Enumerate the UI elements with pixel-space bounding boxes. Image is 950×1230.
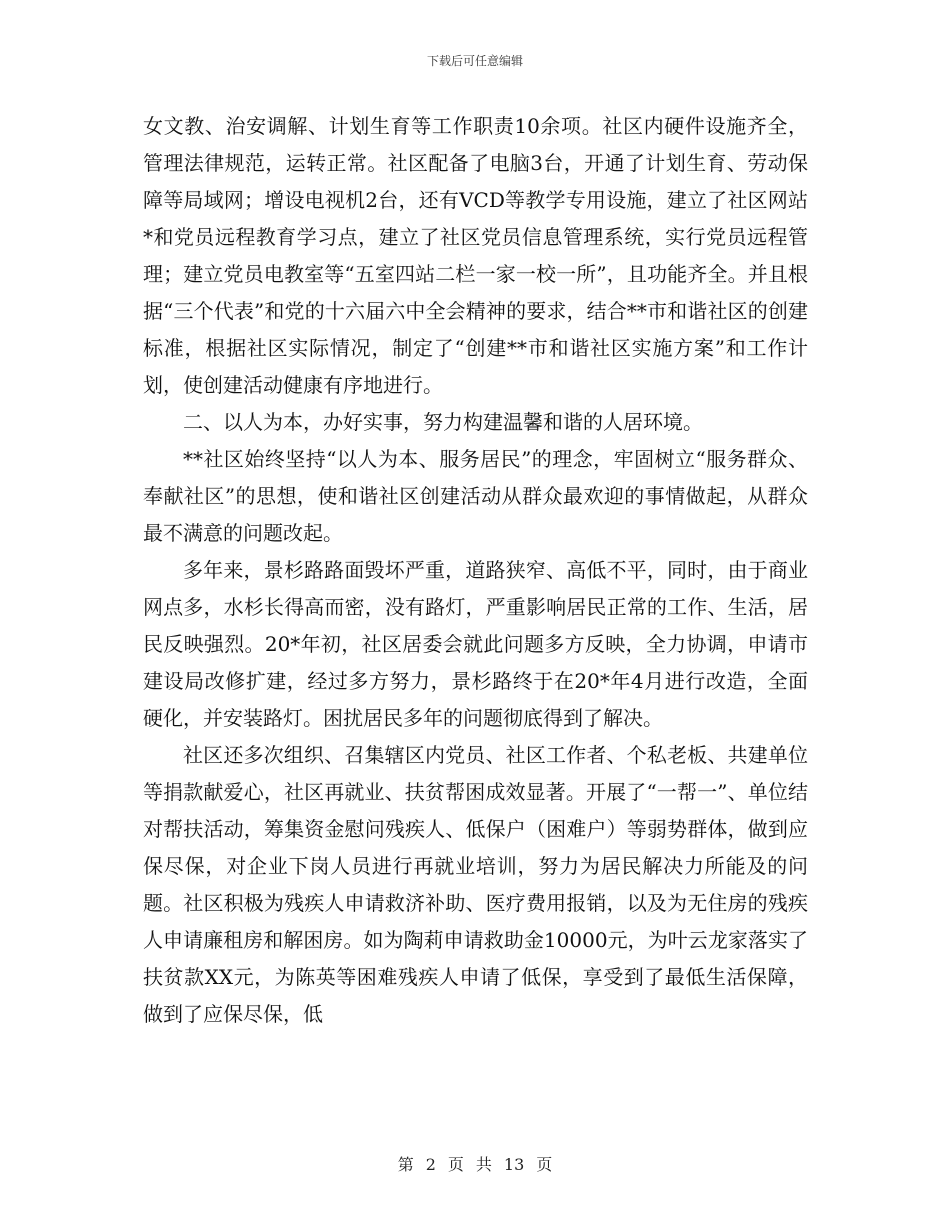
page-footer xyxy=(0,1152,950,1175)
document-body xyxy=(143,108,808,1033)
current-page-number: 2 xyxy=(425,1155,436,1174)
page-label: 第 xyxy=(397,1155,414,1174)
page-header: 下载后可任意编辑 xyxy=(426,54,523,68)
page-unit-label: 页 xyxy=(447,1155,464,1174)
page-unit-label-2: 页 xyxy=(536,1155,553,1174)
paragraph: 多年来，景杉路路面毁坏严重，道路狭窄、高低不平，同时，由于商业网点多，水杉长得高而密，没有路灯，严重影响居民正常的工作、生活，居民反映强烈。20*年初，社区居委会就此问题多方反映，全力协调，申请市建设局改修扩建，经过多方努力，景杉路终于在20*年4月进行改造，全面硬化，并安装路灯。困扰居民多年的问题彻底得到了解决。 xyxy=(143,558,808,730)
section-heading: 二、以人为本，办好实事，努力构建温馨和谐的人居环境。 xyxy=(183,410,703,434)
paragraph: 社区还多次组织、召集辖区内党员、社区工作者、个私老板、共建单位等捐款献爱心，社区再就业、扶贫帮困成效显著。开展了“一帮一”、单位结对帮扶活动，筹集资金慰问残疾人、低保户（困难户）等弱势群体，做到应保尽保，对企业下岗人员进行再就业培训，努力为居民解决力所能及的问题。社区积极为残疾人申请救济补助、医疗费用报销，以及为无住房的残疾人申请廉租房和解困房。如为陶莉申请救助金10000元，为叶云龙家落实了扶贫款XX元，为陈英等困难残疾人申请了低保，享受到了最低生活保障，做到了应保尽保，低 xyxy=(143,743,808,1026)
total-pages-number: 13 xyxy=(503,1155,525,1174)
total-label: 共 xyxy=(475,1155,492,1174)
paragraph-continued: 女文教、治安调解、计划生育等工作职责10余项。社区内硬件设施齐全，管理法律规范，运转正常。社区配备了电脑3台，开通了计划生育、劳动保障等局域网；增设电视机2台，还有VCD等教学专用设施，建立了社区网站*和党员远程教育学习点，建立了社区党员信息管理系统，实行党员远程管理；建立党员电教室等“五室四站二栏一家一校一所”，且功能齐全。并且根据“三个代表”和党的十六届六中全会精神的要求，结合**市和谐社区的创建标准，根据社区实际情况，制定了“创建**市和谐社区实施方案”和工作计划，使创建活动健康有序地进行。 xyxy=(143,114,808,397)
paragraph: **社区始终坚持“以人为本、服务居民”的理念，牢固树立“服务群众、奉献社区”的思想，使和谐社区创建活动从群众最欢迎的事情做起，从群众最不满意的问题改起。 xyxy=(143,447,808,545)
